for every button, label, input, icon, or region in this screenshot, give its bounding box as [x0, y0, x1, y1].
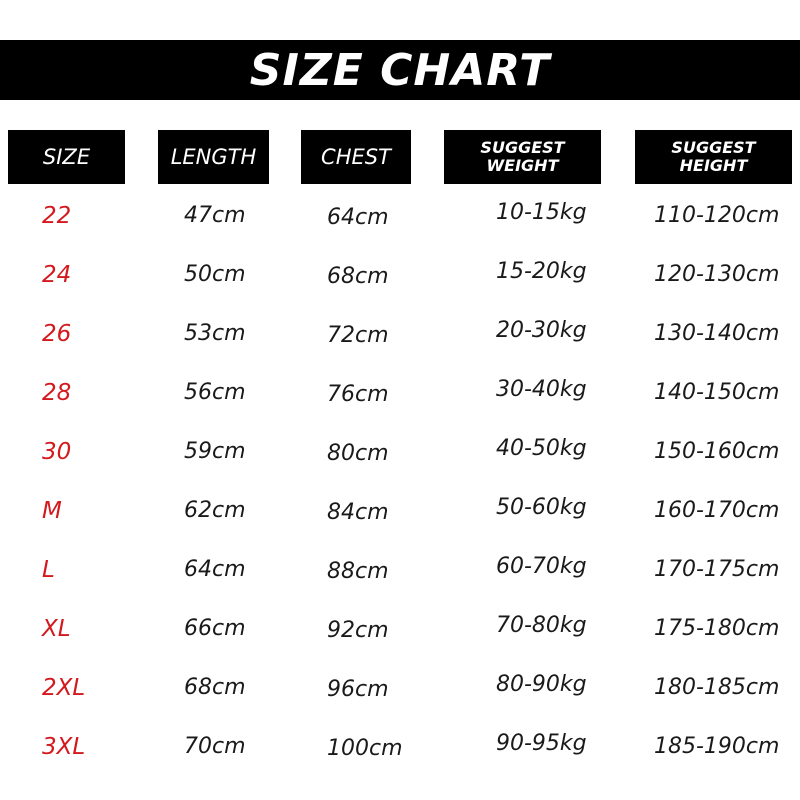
cell-size: 2XL	[42, 675, 86, 701]
cell-weight: 70-80kg	[496, 613, 587, 638]
cell-height: 180-185cm	[654, 675, 780, 700]
cell-weight: 80-90kg	[496, 672, 587, 697]
cell-height: 185-190cm	[654, 734, 780, 759]
cell-length: 56cm	[184, 380, 246, 405]
cell-size: XL	[42, 616, 71, 642]
cell-weight: 60-70kg	[496, 554, 587, 579]
cell-chest: 68cm	[327, 264, 389, 289]
cell-size: 3XL	[42, 734, 86, 760]
cell-length: 53cm	[184, 321, 246, 346]
cell-size: 24	[42, 262, 72, 288]
cell-length: 59cm	[184, 439, 246, 464]
cell-chest: 88cm	[327, 559, 389, 584]
column-header-suggest-height: SUGGEST HEIGHT	[635, 130, 792, 184]
title-banner	[0, 40, 800, 100]
cell-chest: 96cm	[327, 677, 389, 702]
cell-size: M	[42, 498, 62, 524]
cell-length: 70cm	[184, 734, 246, 759]
cell-weight: 40-50kg	[496, 436, 587, 461]
column-header-size: SIZE	[8, 130, 125, 184]
cell-length: 64cm	[184, 557, 246, 582]
cell-height: 170-175cm	[654, 557, 780, 582]
cell-height: 120-130cm	[654, 262, 780, 287]
column-header-suggest-weight: SUGGEST WEIGHT	[444, 130, 601, 184]
cell-size: 30	[42, 439, 72, 465]
cell-size: 26	[42, 321, 72, 347]
cell-length: 68cm	[184, 675, 246, 700]
cell-size: L	[42, 557, 55, 583]
cell-height: 140-150cm	[654, 380, 780, 405]
cell-chest: 92cm	[327, 618, 389, 643]
page-title: SIZE CHART	[249, 44, 551, 96]
cell-length: 50cm	[184, 262, 246, 287]
cell-chest: 80cm	[327, 441, 389, 466]
cell-height: 175-180cm	[654, 616, 780, 641]
cell-height: 150-160cm	[654, 439, 780, 464]
cell-weight: 50-60kg	[496, 495, 587, 520]
cell-height: 130-140cm	[654, 321, 780, 346]
column-header-length: LENGTH	[158, 130, 269, 184]
cell-height: 160-170cm	[654, 498, 780, 523]
cell-size: 28	[42, 380, 72, 406]
cell-weight: 20-30kg	[496, 318, 587, 343]
cell-height: 110-120cm	[654, 203, 780, 228]
cell-length: 47cm	[184, 203, 246, 228]
cell-weight: 30-40kg	[496, 377, 587, 402]
cell-chest: 84cm	[327, 500, 389, 525]
cell-length: 62cm	[184, 498, 246, 523]
column-header-chest: CHEST	[301, 130, 411, 184]
cell-chest: 100cm	[327, 736, 403, 761]
cell-length: 66cm	[184, 616, 246, 641]
cell-chest: 76cm	[327, 382, 389, 407]
cell-size: 22	[42, 203, 72, 229]
cell-chest: 72cm	[327, 323, 389, 348]
cell-chest: 64cm	[327, 205, 389, 230]
cell-weight: 10-15kg	[496, 200, 587, 225]
cell-weight: 15-20kg	[496, 259, 587, 284]
cell-weight: 90-95kg	[496, 731, 587, 756]
